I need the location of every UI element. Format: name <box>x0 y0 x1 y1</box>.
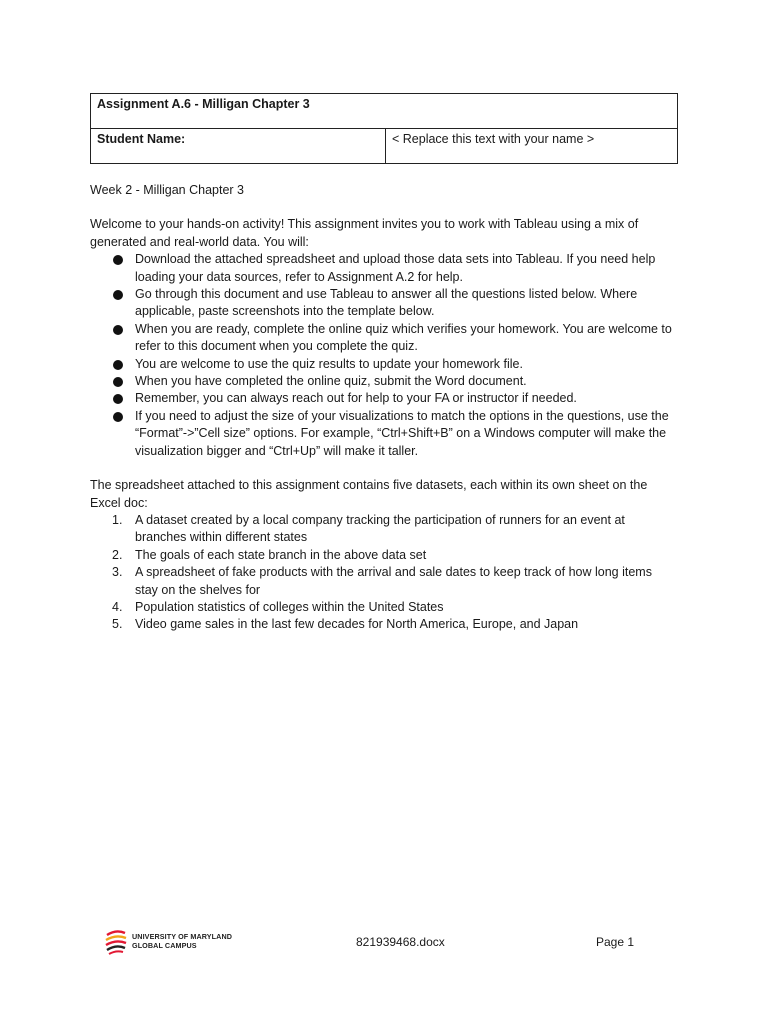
list-item <box>90 564 678 599</box>
list-item <box>90 321 678 356</box>
bullet-icon <box>113 377 123 387</box>
footer-page-number: Page 1 <box>596 935 635 949</box>
list-item <box>90 356 678 373</box>
list-item-text: Population statistics of colleges within the United States <box>135 599 444 614</box>
list-item <box>90 599 678 616</box>
list-item-text: When you are ready, complete the online quiz which verifies your homework. You are welcome to refer to this document when you complete the quiz. <box>135 321 672 354</box>
list-item-text: When you have completed the online quiz, submit the Word document. <box>135 374 527 389</box>
list-item-text: The goals of each state branch in the above data set <box>135 547 427 562</box>
list-item <box>90 512 678 547</box>
umgc-flag-icon <box>104 928 128 958</box>
bullet-icon <box>113 325 123 335</box>
list-item-text: Download the attached spreadsheet and upload those data sets into Tableau. If you need help loading your data sources, refer to Assignment A.2 for help. <box>135 252 656 284</box>
list-item-text: Go through this document and use Tableau to answer all the questions listed below. Where applicable, paste screenshots into the template below. <box>135 287 638 319</box>
intro-paragraph: Welcome to your hands-on activity! This assignment invites you to work with Tableau using a mix of generated and real-world data. You will: <box>90 217 639 249</box>
document-body <box>90 182 678 634</box>
list-number: 5. <box>112 617 123 632</box>
bullet-icon <box>113 255 123 265</box>
bullet-icon <box>113 412 123 422</box>
page-footer <box>0 924 768 960</box>
list-item <box>90 286 678 321</box>
logo-wordmark <box>132 932 232 950</box>
instructions-list <box>90 251 678 460</box>
list-number: 1. <box>112 512 123 527</box>
umgc-logo <box>104 927 244 959</box>
list-item-text: A dataset created by a local company tracking the participation of runners for an event at branches within different states <box>135 512 625 545</box>
assignment-title: Assignment A.6 - Milligan Chapter 3 <box>91 94 678 129</box>
logo-line-1: UNIVERSITY OF MARYLAND <box>132 932 233 941</box>
list-item <box>90 251 678 286</box>
list-item-text: A spreadsheet of fake products with the arrival and sale dates to keep track of how long items stay on the shelves for <box>135 565 652 597</box>
datasets-intro: The spreadsheet attached to this assignment contains five datasets, each within its own sheet on the Excel doc: <box>90 478 648 510</box>
list-number: 4. <box>112 599 123 614</box>
list-item <box>90 373 678 390</box>
list-number: 2. <box>112 547 123 562</box>
student-name-label: Student Name: <box>91 129 386 164</box>
bullet-icon <box>113 290 123 300</box>
list-item-text: Remember, you can always reach out for help to your FA or instructor if needed. <box>135 391 577 406</box>
list-item-text: You are welcome to use the quiz results to update your homework file. <box>135 356 523 371</box>
list-item <box>90 547 678 564</box>
list-item-text: Video game sales in the last few decades for North America, Europe, and Japan <box>135 617 579 632</box>
week-line: Week 2 - Milligan Chapter 3 <box>90 183 245 197</box>
logo-line-2: GLOBAL CAMPUS <box>132 941 197 950</box>
datasets-list <box>90 512 678 634</box>
footer-filename: 821939468.docx <box>356 935 445 949</box>
bullet-icon <box>113 394 123 404</box>
list-item <box>90 408 678 460</box>
list-number: 3. <box>112 565 123 580</box>
student-name-value[interactable]: < Replace this text with your name > <box>386 129 678 164</box>
bullet-icon <box>113 360 123 370</box>
list-item <box>90 390 678 407</box>
list-item-text: If you need to adjust the size of your visualizations to match the options in the questions, use the “Format”->”Cell size” options. For example, “Ctrl+Shift+B” on a Windows computer will make the visualization bigger and “Ctrl+Up” will make it taller. <box>135 408 669 458</box>
list-item <box>90 616 678 633</box>
assignment-header-table <box>90 93 678 164</box>
